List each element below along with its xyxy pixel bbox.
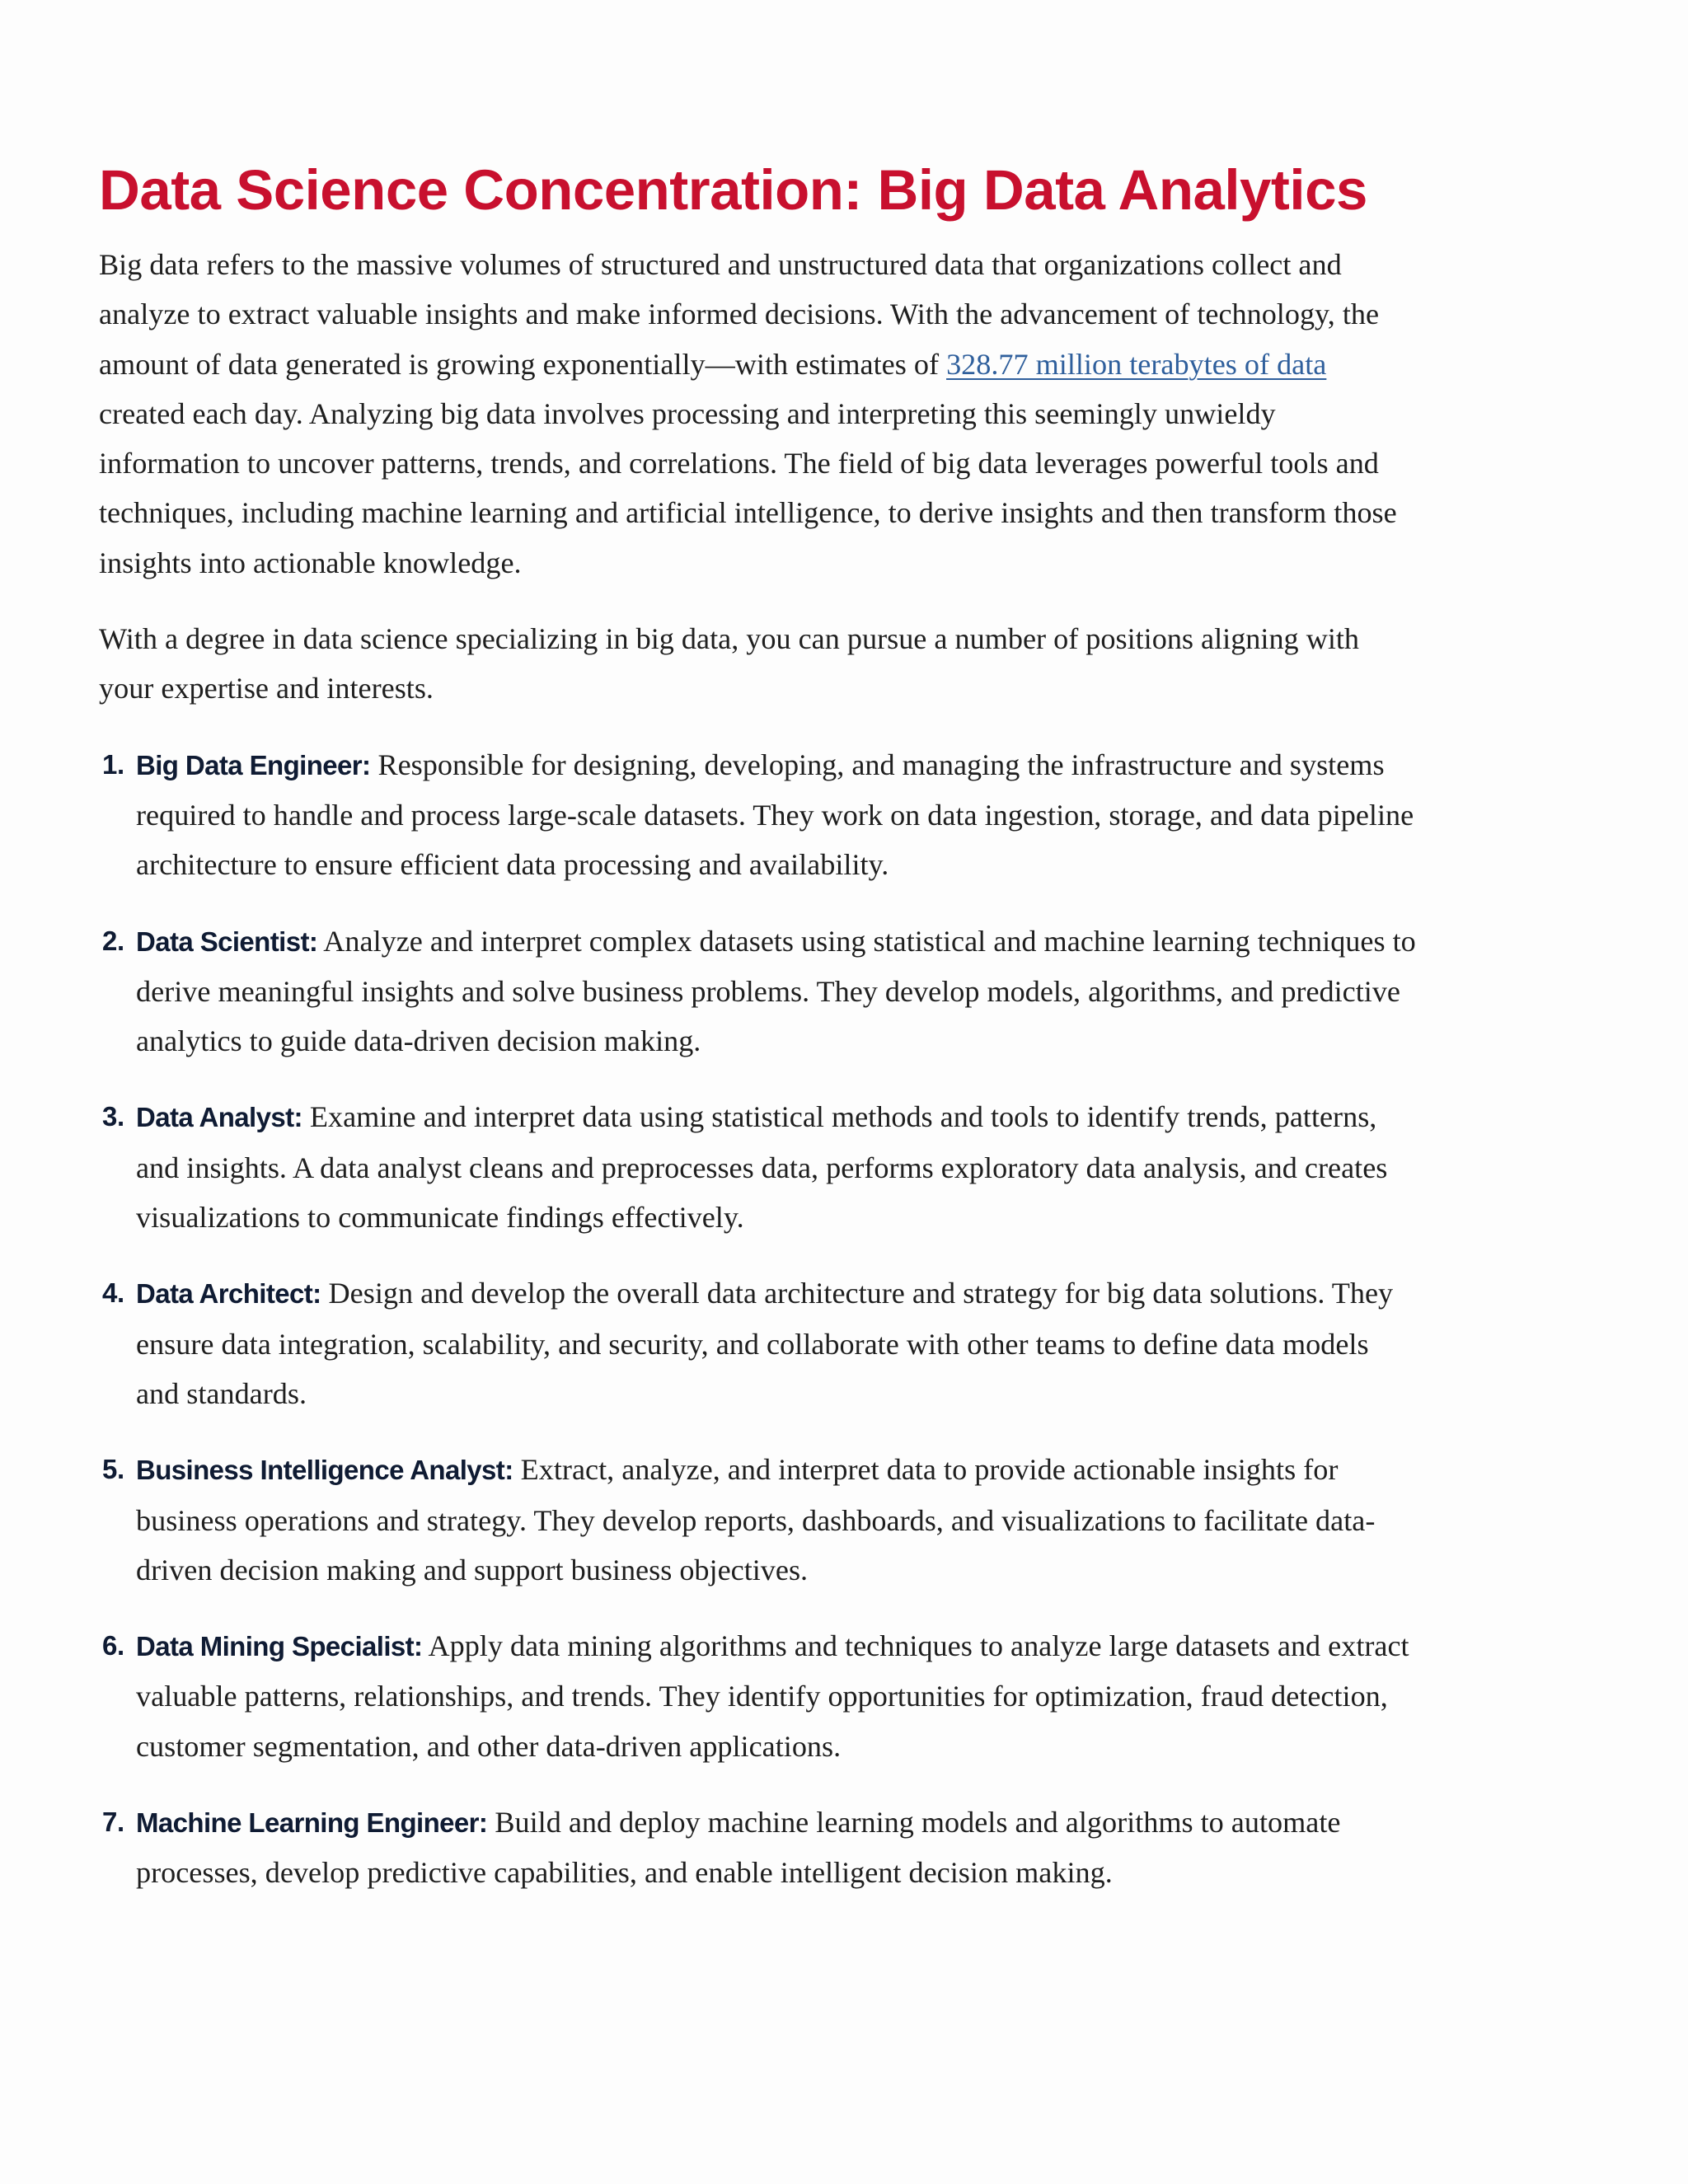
role-title: Data Architect:	[136, 1278, 321, 1310]
list-number: 7.	[102, 1807, 124, 1838]
career-item-data-mining-specialist	[99, 1621, 1418, 1771]
role-description: Extract, analyze, and interpret data to provide actionable insights for business operations and strategy. They develop reports, dashboards, and visualizations to facilitate data-driven decision making and support business objectives.	[136, 1453, 1376, 1586]
list-number: 6.	[102, 1630, 124, 1661]
intro-text-before-link: Big data refers to the massive volumes of structured and unstructured data that organizations collect and analyze to extract valuable insights and make informed decisions. With the advancement of technology, the amount of data generated is growing exponentially—with estimates of	[99, 248, 1380, 381]
role-title: Business Intelligence Analyst:	[136, 1455, 513, 1486]
intro-paragraph	[99, 240, 1418, 588]
list-number: 4.	[102, 1277, 124, 1309]
career-list	[99, 740, 1418, 1898]
positions-intro-paragraph: With a degree in data science specializing in big data, you can pursue a number of positions aligning with your expertise and interests.	[99, 622, 1360, 705]
role-description: Design and develop the overall data architecture and strategy for big data solutions. They ensure data integration, scalability, and security, and collaborate with other teams to define data models and standards.	[136, 1277, 1394, 1410]
role-description: Examine and interpret data using statistical methods and tools to identify trends, patterns, and insights. A data analyst cleans and preprocesses data, performs exploratory data analysis, and creates visualizations to communicate findings effectively.	[136, 1100, 1388, 1235]
list-number: 5.	[102, 1454, 124, 1485]
list-number: 2.	[102, 925, 124, 956]
career-item-data-analyst	[99, 1092, 1418, 1242]
terabytes-statistic-link[interactable]: 328.77 million terabytes of data	[946, 347, 1327, 381]
role-title: Machine Learning Engineer:	[136, 1807, 488, 1839]
role-title: Big Data Engineer:	[136, 749, 371, 780]
intro-text-after-link: created each day. Analyzing big data involves processing and interpreting this seemingly unwieldy information to uncover patterns, trends, and correlations. The field of big data leverages powerful tools and techniques, including machine learning and artificial intelligence, to derive insights and then transform those insights into actionable knowledge.	[99, 396, 1397, 579]
role-title: Data Scientist:	[136, 926, 318, 957]
role-title: Data Analyst:	[136, 1102, 302, 1133]
career-item-big-data-engineer	[99, 740, 1418, 890]
role-description: Apply data mining algorithms and techniques to analyze large datasets and extract valuable patterns, relationships, and trends. They identify opportunities for optimization, fraud detection, customer segmentation, and other data-driven applications.	[136, 1629, 1409, 1763]
career-item-data-scientist	[99, 916, 1418, 1066]
career-item-business-intelligence-analyst	[99, 1445, 1418, 1595]
list-number: 3.	[102, 1101, 124, 1132]
role-description: Analyze and interpret complex datasets using statistical and machine learning techniques to derive meaningful insights and solve business problems. They develop models, algorithms, and predictive analytics to guide data-driven decision making.	[136, 924, 1416, 1058]
list-number: 1.	[102, 748, 124, 780]
page-title: Data Science Concentration: Big Data Analytics	[99, 158, 1367, 222]
article-content	[99, 152, 1418, 1924]
career-item-machine-learning-engineer	[99, 1797, 1418, 1898]
career-item-data-architect	[99, 1268, 1418, 1418]
role-description: Responsible for designing, developing, and managing the infrastructure and systems required to handle and process large-scale datasets. They work on data ingestion, storage, and data pipeline architecture to ensure efficient data processing and availability.	[136, 748, 1414, 882]
role-description: Build and deploy machine learning models and algorithms to automate processes, develop predictive capabilities, and enable intelligent decision making.	[136, 1806, 1341, 1890]
role-title: Data Mining Specialist:	[136, 1631, 423, 1662]
